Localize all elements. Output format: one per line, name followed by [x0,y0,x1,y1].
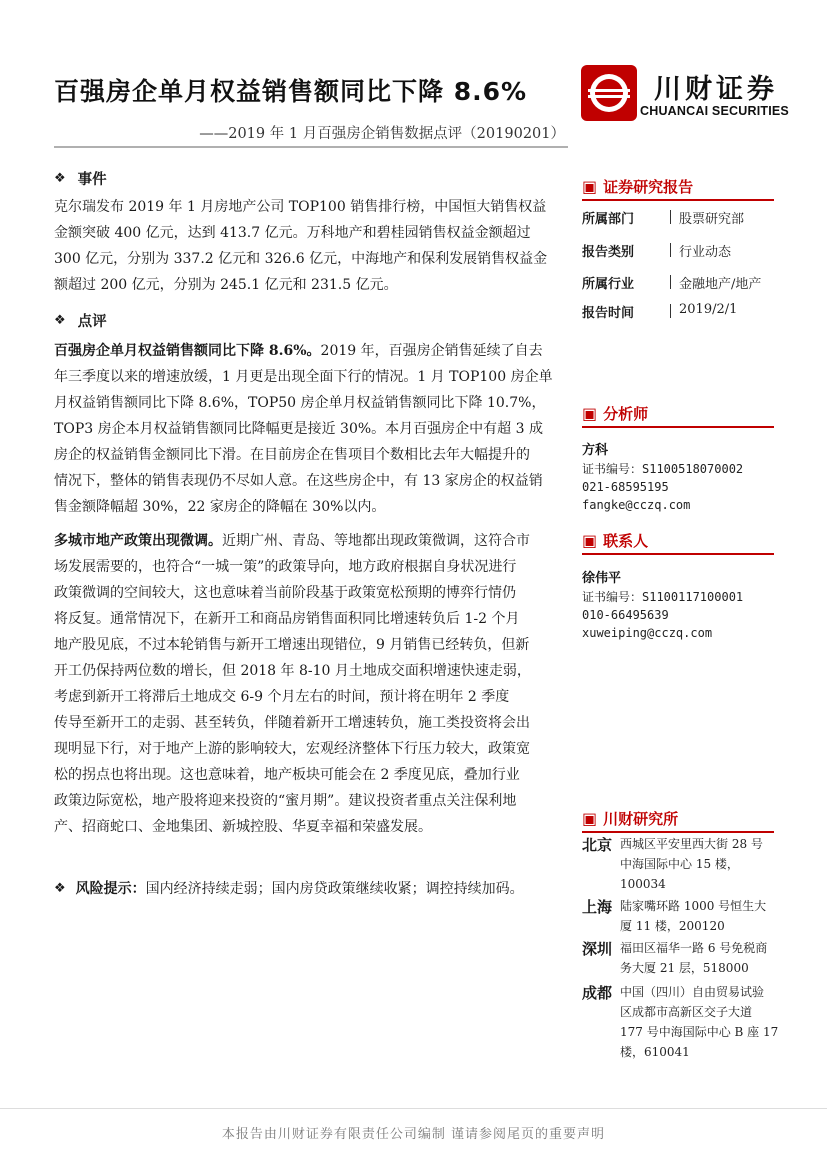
info-label: 所属行业 [582,277,635,292]
office-city: 上海 [582,898,613,916]
p1-line: 年三季度以来的增速放缓，1 月更是出现全面下行的情况。1 月 TOP100 房企单 [54,369,553,385]
report-subtitle: ——2019 年 1 月百强房企销售数据点评（20190201） [199,126,565,142]
p2-line: 传导至新开工的走弱、甚至转负，伴随着新开工增速转负，施工类投资将会出 [54,715,530,731]
p2-line: 现明显下行，对于地产上游的影响较大，宏观经济整体下行压力较大，政策宽 [54,741,530,757]
address-line: 西城区平安里西大街 28 号 [620,837,763,851]
address-line: 楼，610041 [620,1045,690,1059]
contact-email[interactable]: xuweiping@cczq.com [582,626,713,640]
p2-line: 近期广州、青岛、等地都出现政策微调，这符合市 [222,533,530,549]
square-bullet-icon: ▣ [582,531,598,550]
info-value: 行业动态 [679,245,732,260]
diamond-bullet-icon: ❖ [54,313,66,328]
square-bullet-icon: ▣ [582,404,598,423]
institute-heading [582,808,678,829]
p2-lead: 多城市地产政策出现微调。 [54,533,222,549]
info-row-industry [582,273,782,292]
analyst-heading [582,403,648,424]
event-heading [54,168,107,189]
logo-name-en: CHUANCAI SECURITIES [640,104,789,118]
institute-heading-text: 川财研究所 [603,810,679,828]
institute-heading-underline [582,831,774,833]
office-chengdu [582,982,782,1062]
p1-line: 月权益销售额同比下降 8.6%，TOP50 房企单月权益销售额同比下降 10.7%， [54,395,546,411]
office-address [620,896,780,936]
p2-line: 产、招商蛇口、金地集团、新城控股、华夏幸福和荣盛发展。 [54,819,432,835]
contact-heading-underline [582,553,774,555]
p2-line: 考虑到新开工将滞后土地成交 6-9 个月左右的时间，预计将在明年 2 季度 [54,689,510,705]
footer-disclaimer: 本报告由川财证券有限责任公司编制 谨请参阅尾页的重要声明 [221,1127,606,1142]
logo-name-cn: 川财证券 [654,74,778,105]
info-value: 股票研究部 [679,212,745,227]
comment-paragraph-2 [54,528,566,840]
diamond-bullet-icon: ❖ [54,881,66,896]
p2-line: 将反复。通常情况下，在新开工和商品房销售面积同比增速转负后 1-2 个月 [54,611,520,627]
p2-line: 政策微调的空间较大，这也意味着当前阶段基于政策宽松预期的博弈行情仍 [54,585,516,601]
report-heading-underline [582,199,774,201]
p1-line: 房企的权益销售金额同比下滑。在目前房企在售项目个数相比去年大幅提升的 [54,447,530,463]
logo-mark-icon [580,64,640,122]
info-label: 报告时间 [582,306,635,321]
report-heading [582,176,693,197]
p2-line: 地产股见底，不过本轮销售与新开工增速出现错位，9 月销售已经转负，但新 [54,637,530,653]
office-address [620,982,780,1062]
office-shenzhen [582,938,782,978]
address-line: 务大厦 21 层，518000 [620,961,749,975]
address-line: 福田区福华一路 6 号免税商 [620,941,768,955]
comment-heading [54,310,107,331]
footer-divider [0,1108,827,1109]
p2-line: 场发展需要的，也符合“一城一策”的政策导向，地方政府根据自身状况进行 [54,559,517,575]
p1-line: 2019 年，百强房企销售延续了自去 [320,343,543,359]
square-bullet-icon: ▣ [582,809,598,828]
address-line: 中国（四川）自由贸易试验 [620,985,765,999]
analyst-phone: 021-68595195 [582,480,669,494]
comment-paragraph-1 [54,338,566,520]
analyst-card [582,442,743,514]
info-label: 报告类别 [582,245,635,260]
risk-text: 国内经济持续走弱；国内房贷政策继续收紧；调控持续加码。 [145,881,524,897]
office-city: 成都 [582,984,613,1002]
office-address [620,938,780,978]
report-heading-text: 证券研究报告 [603,178,694,196]
info-row-department [582,208,782,227]
report-title: 百强房企单月权益销售额同比下降 8.6% [54,77,528,106]
address-line: 177 号中海国际中心 B 座 17 [620,1025,779,1039]
address-line: 区成都市高新区交子大道 [620,1005,753,1019]
contact-card [582,570,743,642]
address-line: 中海国际中心 15 楼， [620,857,739,871]
office-address [620,834,780,894]
info-separator [670,275,671,289]
info-value: 金融地产/地产 [679,277,762,292]
p1-line: TOP3 房企本月权益销售额同比降幅更是接近 30%。本月百强房企中有超 3 成 [54,421,543,437]
square-bullet-icon: ▣ [582,177,598,196]
contact-heading [582,530,648,551]
info-value: 2019/2/1 [679,302,738,317]
risk-label: 风险提示： [75,881,146,897]
p2-line: 政策边际宽松，地产股将迎来投资的“蜜月期”。建议投资者重点关注保利地 [54,793,517,809]
p1-line: 售金额降幅超 30%，22 家房企的降幅在 30%以内。 [54,499,386,515]
contact-name: 徐伟平 [582,571,622,586]
info-row-date [582,302,782,321]
analyst-cert: 证书编号：S1100518070002 [582,462,744,476]
event-line: 额超过 200 亿元，分别为 245.1 亿元和 231.5 亿元。 [54,277,398,293]
info-row-category [582,241,782,260]
risk-warning [54,876,566,902]
office-city: 深圳 [582,940,613,958]
analyst-email[interactable]: fangke@cczq.com [582,498,691,512]
event-paragraph [54,194,566,298]
info-separator [670,210,671,224]
p2-line: 开工仍保持两位数的增长，但 2018 年 8-10 月土地成交面积增速快速走弱， [54,663,531,679]
address-line: 100034 [620,877,666,891]
event-line: 300 亿元，分别为 337.2 亿元和 326.6 亿元，中海地产和保利发展销售权益金 [54,251,548,267]
p1-line: 情况下，整体的销售表现仍不尽如人意。在这些房企中，有 13 家房企的权益销 [54,473,543,489]
analyst-heading-underline [582,426,774,428]
info-separator [670,304,671,318]
diamond-bullet-icon: ❖ [54,171,66,186]
event-line: 金额突破 400 亿元，达到 413.7 亿元。万科地产和碧桂园销售权益金额超过 [54,225,531,241]
address-line: 厦 11 楼，200120 [620,919,725,933]
p2-line: 松的拐点也将出现。这也意味着，地产板块可能会在 2 季度见底，叠加行业 [54,767,520,783]
contact-cert: 证书编号：S1100117100001 [582,590,744,604]
contact-heading-text: 联系人 [603,532,649,550]
comment-heading-text: 点评 [77,313,107,330]
analyst-heading-text: 分析师 [603,405,649,423]
p1-lead: 百强房企单月权益销售额同比下降 8.6%。 [54,343,321,359]
address-line: 陆家嘴环路 1000 号恒生大 [620,899,767,913]
header-divider [54,146,568,148]
office-beijing [582,834,782,894]
office-shanghai [582,896,782,936]
event-heading-text: 事件 [77,171,107,188]
contact-phone: 010-66495639 [582,608,669,622]
event-line: 克尔瑞发布 2019 年 1 月房地产公司 TOP100 销售排行榜，中国恒大销售权益 [54,199,547,215]
info-label: 所属部门 [582,212,635,227]
info-separator [670,243,671,257]
analyst-name: 方科 [582,443,609,458]
office-city: 北京 [582,836,613,854]
